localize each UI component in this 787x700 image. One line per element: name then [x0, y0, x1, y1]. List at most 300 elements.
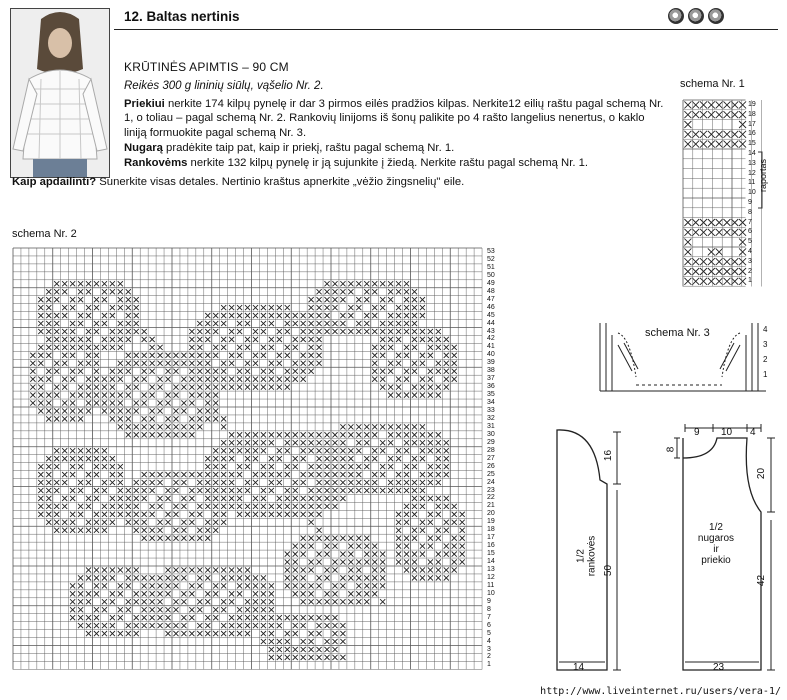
filled-cell-mark [404, 313, 409, 318]
filled-cell-mark [229, 432, 234, 437]
filled-cell-mark [189, 488, 194, 493]
row-number: 14 [748, 150, 756, 157]
filled-cell-mark [428, 440, 433, 445]
filled-cell-mark [285, 631, 290, 636]
filled-cell-mark [62, 329, 67, 334]
filled-cell-mark [340, 639, 345, 644]
filled-cell-mark [165, 615, 170, 620]
filled-cell-mark [86, 591, 91, 596]
filled-cell-mark [78, 297, 83, 302]
filled-cell-mark [364, 583, 369, 588]
filled-cell-mark [332, 432, 337, 437]
filled-cell-mark [229, 575, 234, 580]
filled-cell-mark [181, 361, 186, 366]
filled-cell-mark [197, 361, 202, 366]
filled-cell-mark [197, 480, 202, 485]
filled-cell-mark [221, 512, 226, 517]
filled-cell-mark [173, 631, 178, 636]
filled-cell-mark [70, 329, 75, 334]
filled-cell-mark [150, 369, 155, 374]
filled-cell-mark [372, 559, 377, 564]
filled-cell-mark [134, 377, 139, 382]
filled-cell-mark [54, 456, 59, 461]
filled-cell-mark [150, 599, 155, 604]
filled-cell-mark [269, 337, 274, 342]
filled-cell-mark [94, 512, 99, 517]
schema1-repeat-label: raportas [758, 158, 768, 192]
sleeve-label-top: 1/2 [575, 549, 587, 563]
filled-cell-mark [285, 432, 290, 437]
filled-cell-mark [118, 464, 123, 469]
filled-cell-mark [356, 599, 361, 604]
filled-cell-mark [78, 575, 83, 580]
filled-cell-mark [332, 281, 337, 286]
filled-cell-mark [396, 512, 401, 517]
filled-cell-mark [436, 369, 441, 374]
filled-cell-mark [205, 536, 210, 541]
filled-cell-mark [213, 353, 218, 358]
filled-cell-mark [173, 512, 178, 517]
filled-cell-mark [46, 408, 51, 413]
filled-cell-mark [237, 464, 242, 469]
filled-cell-mark [86, 615, 91, 620]
filled-cell-mark [396, 305, 401, 310]
filled-cell-mark [70, 400, 75, 405]
filled-cell-mark [189, 615, 194, 620]
filled-cell-mark [420, 480, 425, 485]
filled-cell-mark [404, 377, 409, 382]
filled-cell-mark [46, 329, 51, 334]
filled-cell-mark [340, 631, 345, 636]
filled-cell-mark [452, 353, 457, 358]
filled-cell-mark [205, 313, 210, 318]
filled-cell-mark [380, 559, 385, 564]
filled-cell-mark [70, 615, 75, 620]
filled-cell-mark [126, 488, 131, 493]
filled-cell-mark [134, 321, 139, 326]
filled-cell-mark [78, 599, 83, 604]
filled-cell-mark [261, 607, 266, 612]
filled-cell-mark [348, 448, 353, 453]
filled-cell-mark [54, 416, 59, 421]
filled-cell-mark [277, 432, 282, 437]
filled-cell-mark [245, 623, 250, 628]
row-number: 9 [748, 199, 752, 206]
filled-cell-mark [285, 512, 290, 517]
filled-cell-mark [428, 480, 433, 485]
row-number: 39 [487, 359, 495, 367]
body-dim-shoulder: 10 [721, 427, 733, 438]
filled-cell-mark [54, 393, 59, 398]
filled-cell-mark [428, 369, 433, 374]
filled-cell-mark [309, 353, 314, 358]
filled-cell-mark [684, 278, 691, 285]
filled-cell-mark [412, 329, 417, 334]
filled-cell-mark [94, 321, 99, 326]
filled-cell-mark [181, 575, 186, 580]
filled-cell-mark [150, 480, 155, 485]
filled-cell-mark [412, 496, 417, 501]
filled-cell-mark [708, 229, 715, 236]
row-number: 3 [487, 645, 491, 653]
filled-cell-mark [420, 329, 425, 334]
filled-cell-mark [452, 369, 457, 374]
filled-cell-mark [94, 369, 99, 374]
filled-cell-mark [261, 464, 266, 469]
filled-cell-mark [102, 337, 107, 342]
row-number: 17 [487, 534, 495, 542]
filled-cell-mark [348, 599, 353, 604]
filled-cell-mark [78, 607, 83, 612]
row-number: 25 [487, 470, 495, 478]
filled-cell-mark [277, 377, 282, 382]
filled-cell-mark [301, 456, 306, 461]
filled-cell-mark [293, 321, 298, 326]
filled-cell-mark [189, 393, 194, 398]
filled-cell-mark [86, 567, 91, 572]
filled-cell-mark [700, 258, 707, 265]
filled-cell-mark [293, 631, 298, 636]
filled-cell-mark [229, 329, 234, 334]
filled-cell-mark [261, 575, 266, 580]
filled-cell-mark [134, 575, 139, 580]
filled-cell-mark [205, 385, 210, 390]
filled-cell-mark [110, 305, 115, 310]
filled-cell-mark [716, 141, 723, 148]
filled-cell-mark [309, 647, 314, 652]
filled-cell-mark [324, 655, 329, 660]
filled-cell-mark [332, 536, 337, 541]
filled-cell-mark [205, 353, 210, 358]
filled-cell-mark [158, 591, 163, 596]
filled-cell-mark [285, 552, 290, 557]
filled-cell-mark [404, 544, 409, 549]
sleeve-dim-side: 50 [603, 564, 615, 577]
filled-cell-mark [237, 615, 242, 620]
filled-cell-mark [285, 313, 290, 318]
filled-cell-mark [428, 496, 433, 501]
filled-cell-mark [110, 329, 115, 334]
filled-cell-mark [173, 528, 178, 533]
filled-cell-mark [94, 377, 99, 382]
filled-cell-mark [684, 219, 691, 226]
filled-cell-mark [62, 472, 67, 477]
filled-cell-mark [332, 448, 337, 453]
difficulty-rating [668, 8, 724, 24]
filled-cell-mark [126, 504, 131, 509]
filled-cell-mark [340, 456, 345, 461]
filled-cell-mark [428, 567, 433, 572]
filled-cell-mark [340, 583, 345, 588]
filled-cell-mark [229, 488, 234, 493]
filled-cell-mark [348, 488, 353, 493]
filled-cell-mark [269, 377, 274, 382]
filled-cell-mark [213, 464, 218, 469]
filled-cell-mark [78, 591, 83, 596]
filled-cell-mark [332, 567, 337, 572]
filled-cell-mark [372, 353, 377, 358]
row-number: 46 [487, 303, 495, 311]
filled-cell-mark [404, 464, 409, 469]
row-number: 41 [487, 343, 495, 351]
filled-cell-mark [62, 377, 67, 382]
filled-cell-mark [340, 448, 345, 453]
filled-cell-mark [436, 329, 441, 334]
filled-cell-mark [54, 408, 59, 413]
filled-cell-mark [118, 377, 123, 382]
filled-cell-mark [436, 472, 441, 477]
filled-cell-mark [189, 591, 194, 596]
filled-cell-mark [436, 504, 441, 509]
schema2-chart [13, 248, 483, 670]
filled-cell-mark [134, 528, 139, 533]
filled-cell-mark [708, 278, 715, 285]
filled-cell-mark [197, 369, 202, 374]
filled-cell-mark [86, 472, 91, 477]
filled-cell-mark [444, 337, 449, 342]
row-number: 36 [487, 383, 495, 391]
row-number: 8 [748, 208, 752, 216]
filled-cell-mark [78, 504, 83, 509]
filled-cell-mark [420, 313, 425, 318]
filled-cell-mark [126, 337, 131, 342]
filled-cell-mark [332, 615, 337, 620]
filled-cell-mark [102, 488, 107, 493]
filled-cell-mark [348, 536, 353, 541]
filled-cell-mark [78, 361, 83, 366]
filled-cell-mark [269, 305, 274, 310]
filled-cell-mark [436, 337, 441, 342]
filled-cell-mark [684, 101, 691, 108]
sleeve-text: nerkite 132 kilpų pynelę ir ją sujunkite į žiedą. Nerkite raštu pagal schemą Nr. 1. [187, 157, 589, 169]
filled-cell-mark [317, 583, 322, 588]
filled-cell-mark [78, 369, 83, 374]
filled-cell-mark [293, 591, 298, 596]
filled-cell-mark [102, 512, 107, 517]
filled-cell-mark [165, 520, 170, 525]
filled-cell-mark [54, 313, 59, 318]
filled-cell-mark [356, 305, 361, 310]
row-number: 51 [487, 263, 495, 271]
filled-cell-mark [213, 480, 218, 485]
filled-cell-mark [261, 321, 266, 326]
back-label: Nugarą [124, 142, 163, 154]
filled-cell-mark [452, 361, 457, 366]
filled-cell-mark [181, 615, 186, 620]
filled-cell-mark [70, 488, 75, 493]
filled-cell-mark [723, 219, 730, 226]
filled-cell-mark [54, 488, 59, 493]
body-pattern-label [694, 522, 738, 566]
filled-cell-mark [142, 536, 147, 541]
filled-cell-mark [86, 480, 91, 485]
filled-cell-mark [197, 472, 202, 477]
filled-cell-mark [173, 424, 178, 429]
filled-cell-mark [388, 488, 393, 493]
filled-cell-mark [412, 464, 417, 469]
filled-cell-mark [739, 248, 746, 255]
filled-cell-mark [158, 504, 163, 509]
filled-cell-mark [253, 353, 258, 358]
filled-cell-mark [452, 567, 457, 572]
filled-cell-mark [388, 432, 393, 437]
filled-cell-mark [213, 416, 218, 421]
filled-cell-mark [237, 377, 242, 382]
filled-cell-mark [444, 552, 449, 557]
filled-cell-mark [110, 480, 115, 485]
filled-cell-mark [197, 488, 202, 493]
filled-cell-mark [38, 480, 43, 485]
row-number: 53 [487, 248, 495, 255]
filled-cell-mark [237, 567, 242, 572]
filled-cell-mark [158, 575, 163, 580]
filled-cell-mark [245, 615, 250, 620]
filled-cell-mark [684, 131, 691, 138]
filled-cell-mark [348, 329, 353, 334]
filled-cell-mark [165, 496, 170, 501]
filled-cell-mark [412, 289, 417, 294]
filled-cell-mark [38, 353, 43, 358]
filled-cell-mark [404, 297, 409, 302]
filled-cell-mark [684, 229, 691, 236]
filled-cell-mark [86, 496, 91, 501]
filled-cell-mark [118, 567, 123, 572]
filled-cell-mark [340, 464, 345, 469]
filled-cell-mark [94, 353, 99, 358]
filled-cell-mark [213, 377, 218, 382]
filled-cell-mark [94, 528, 99, 533]
filled-cell-mark [269, 321, 274, 326]
filled-cell-mark [237, 385, 242, 390]
filled-cell-mark [412, 512, 417, 517]
filled-cell-mark [126, 432, 131, 437]
filled-cell-mark [126, 289, 131, 294]
filled-cell-mark [388, 345, 393, 350]
filled-cell-mark [739, 141, 746, 148]
filled-cell-mark [158, 385, 163, 390]
filled-cell-mark [739, 268, 746, 275]
filled-cell-mark [118, 512, 123, 517]
filled-cell-mark [189, 361, 194, 366]
filled-cell-mark [436, 559, 441, 564]
filled-cell-mark [324, 480, 329, 485]
filled-cell-mark [285, 583, 290, 588]
row-number: 30 [487, 430, 495, 438]
filled-cell-mark [364, 464, 369, 469]
filled-cell-mark [205, 496, 210, 501]
filled-cell-mark [70, 599, 75, 604]
filled-cell-mark [317, 528, 322, 533]
row-number: 21 [487, 502, 495, 510]
filled-cell-mark [723, 278, 730, 285]
filled-cell-mark [150, 385, 155, 390]
filled-cell-mark [165, 416, 170, 421]
filled-cell-mark [70, 353, 75, 358]
filled-cell-mark [380, 345, 385, 350]
filled-cell-mark [126, 575, 131, 580]
filled-cell-mark [285, 305, 290, 310]
filled-cell-mark [78, 321, 83, 326]
filled-cell-mark [396, 488, 401, 493]
filled-cell-mark [364, 599, 369, 604]
row-number: 1 [748, 277, 752, 285]
filled-cell-mark [324, 472, 329, 477]
filled-cell-mark [428, 329, 433, 334]
filled-cell-mark [46, 480, 51, 485]
filled-cell-mark [118, 408, 123, 413]
filled-cell-mark [317, 337, 322, 342]
filled-cell-mark [86, 385, 91, 390]
filled-cell-mark [205, 408, 210, 413]
filled-cell-mark [684, 239, 691, 246]
filled-cell-mark [173, 432, 178, 437]
filled-cell-mark [340, 297, 345, 302]
filled-cell-mark [30, 385, 35, 390]
filled-cell-mark [324, 567, 329, 572]
filled-cell-mark [388, 456, 393, 461]
filled-cell-mark [388, 393, 393, 398]
filled-cell-mark [173, 575, 178, 580]
filled-cell-mark [126, 623, 131, 628]
filled-cell-mark [197, 424, 202, 429]
filled-cell-mark [444, 361, 449, 366]
filled-cell-mark [245, 575, 250, 580]
filled-cell-mark [213, 313, 218, 318]
filled-cell-mark [332, 583, 337, 588]
filled-cell-mark [221, 464, 226, 469]
filled-cell-mark [165, 377, 170, 382]
filled-cell-mark [253, 615, 258, 620]
filled-cell-mark [420, 337, 425, 342]
filled-cell-mark [332, 305, 337, 310]
filled-cell-mark [94, 385, 99, 390]
filled-cell-mark [70, 321, 75, 326]
filled-cell-mark [269, 369, 274, 374]
filled-cell-mark [134, 591, 139, 596]
filled-cell-mark [118, 345, 123, 350]
filled-cell-mark [110, 599, 115, 604]
filled-cell-mark [205, 631, 210, 636]
filled-cell-mark [460, 559, 465, 564]
filled-cell-mark [692, 131, 699, 138]
filled-cell-mark [309, 329, 314, 334]
filled-cell-mark [452, 544, 457, 549]
filled-cell-mark [692, 101, 699, 108]
filled-cell-mark [261, 353, 266, 358]
filled-cell-mark [269, 647, 274, 652]
filled-cell-mark [285, 647, 290, 652]
filled-cell-mark [293, 464, 298, 469]
filled-cell-mark [301, 655, 306, 660]
filled-cell-mark [293, 623, 298, 628]
filled-cell-mark [213, 528, 218, 533]
filled-cell-mark [221, 520, 226, 525]
filled-cell-mark [364, 456, 369, 461]
filled-cell-mark [102, 289, 107, 294]
filled-cell-mark [70, 345, 75, 350]
filled-cell-mark [181, 432, 186, 437]
filled-cell-mark [293, 369, 298, 374]
row-number: 26 [487, 462, 495, 470]
filled-cell-mark [213, 393, 218, 398]
row-number: 11 [748, 179, 756, 187]
filled-cell-mark [436, 536, 441, 541]
filled-cell-mark [197, 329, 202, 334]
filled-cell-mark [110, 567, 115, 572]
filled-cell-mark [317, 655, 322, 660]
filled-cell-mark [86, 377, 91, 382]
filled-cell-mark [142, 353, 147, 358]
